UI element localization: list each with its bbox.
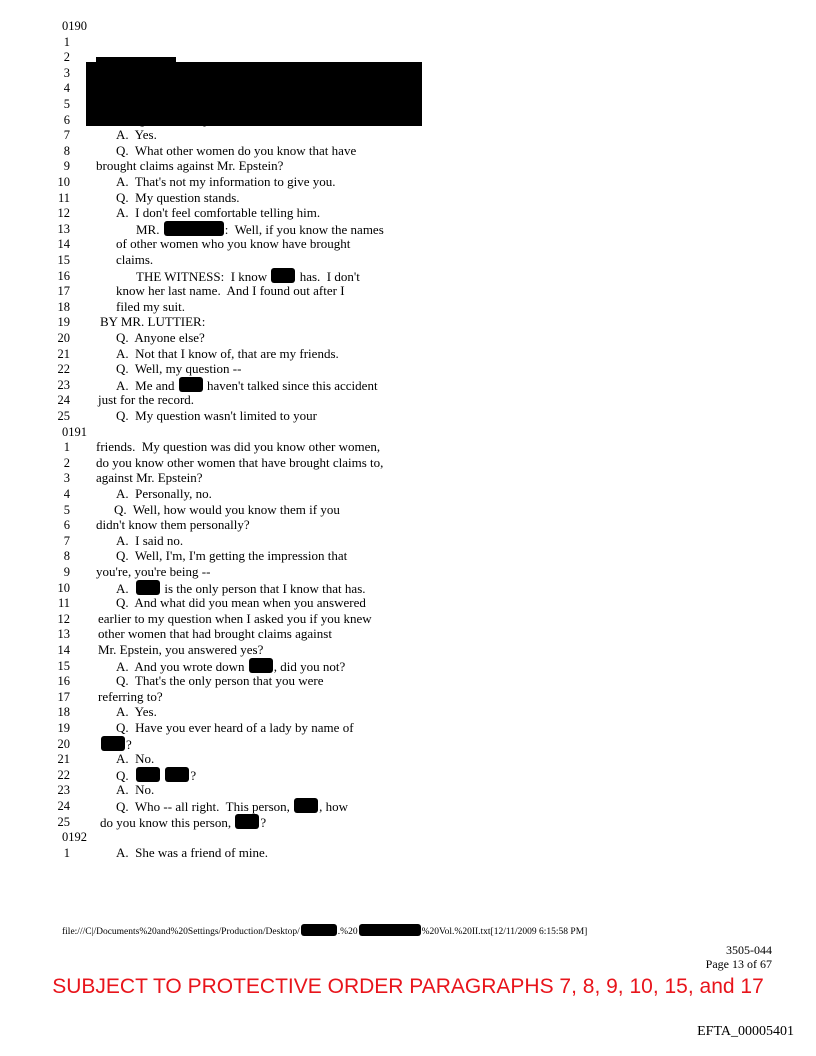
line-text-segment: A. Me and [116, 377, 178, 393]
line-text-segment: other women that had brought claims against [98, 626, 332, 642]
line-text-segment: against Mr. Epstein? [96, 470, 203, 486]
line-number: 20 [57, 736, 70, 751]
line-number: 3 [63, 471, 70, 486]
line-text [96, 455, 383, 471]
line-text [114, 502, 340, 518]
line-text-segment: A. That's not my information to give you. [116, 174, 336, 189]
line-text [116, 845, 268, 861]
line-text-segment: A. Yes. [116, 127, 157, 143]
line-text [116, 720, 354, 736]
line-text-segment: A. She was a friend of mine. [116, 844, 268, 860]
line-text-segment: MR. [136, 221, 163, 237]
line-text [116, 673, 324, 689]
line-number: 4 [63, 81, 70, 96]
line-text [116, 205, 320, 221]
line-text [96, 564, 210, 580]
line-text-segment: , how [319, 799, 349, 814]
page-number-text: 0191 [62, 424, 87, 439]
line-number: 10 [57, 175, 70, 189]
line-text [116, 767, 196, 784]
line-text [116, 346, 339, 362]
line-number: 10 [57, 580, 70, 595]
line-number: 6 [63, 518, 70, 533]
line-text-segment: ? [260, 814, 267, 830]
line-text-segment: do you know other women that have brought claims to, [96, 454, 384, 470]
line-number: 19 [57, 721, 70, 735]
line-text [116, 548, 347, 564]
redaction-bar [301, 924, 337, 936]
line-text [116, 580, 366, 597]
line-text [116, 236, 350, 252]
line-number: 25 [57, 409, 70, 423]
redaction-bar [136, 580, 160, 595]
line-number: 15 [57, 253, 70, 267]
line-text [116, 595, 366, 611]
line-text-segment [161, 768, 164, 783]
file-path-footer: file:///C|/Documents%20and%20Settings/Production/Desktop/ .%20 %20Vol.%20II.txt[12/11/2009 6:15:58 PM] [62, 924, 587, 938]
line-text-segment: didn't know them personally? [96, 517, 250, 533]
line-number: 1 [63, 34, 70, 49]
line-text-segment: filed my suit. [116, 298, 185, 314]
line-number: 1 [63, 845, 70, 860]
line-number: 8 [63, 143, 70, 158]
line-text [116, 143, 356, 159]
line-text-segment: friends. My question was did you know other women, [96, 439, 381, 455]
redaction-bar [165, 767, 189, 782]
line-number: 14 [57, 643, 70, 657]
line-text-segment: just for the record. [98, 392, 195, 408]
line-text [100, 314, 205, 330]
line-text [116, 782, 154, 798]
line-number: 24 [57, 393, 70, 408]
line-number: 13 [57, 221, 70, 236]
line-number: 6 [63, 112, 70, 127]
line-number: 22 [57, 767, 70, 782]
line-text [116, 174, 335, 190]
line-number: 2 [63, 455, 70, 470]
line-text-segment: Q. Have you ever heard of a lady by name of [116, 720, 354, 735]
line-text-segment: claims. [116, 252, 154, 267]
redaction-bar [294, 798, 318, 813]
redaction-bar [179, 377, 203, 392]
line-text [96, 470, 203, 486]
page-number-text: 0192 [62, 830, 87, 845]
protective-order-notice: SUBJECT TO PROTECTIVE ORDER PARAGRAPHS 7, 8, 9, 10, 15, and 17 [52, 975, 764, 998]
line-number: 23 [57, 377, 70, 392]
bates-number: EFTA_00005401 [697, 1024, 794, 1039]
line-number: 12 [57, 611, 70, 626]
line-text-segment: of other women who you know have brought [116, 236, 351, 252]
line-text [100, 814, 266, 831]
document-code: 3505-044 [726, 943, 772, 957]
line-text-segment: Q. Anyone else? [116, 330, 205, 345]
line-number: 13 [57, 627, 70, 642]
line-text [96, 158, 283, 174]
line-number: 7 [63, 533, 70, 548]
line-text [116, 486, 212, 502]
line-text [96, 439, 380, 455]
line-number: 1 [63, 440, 70, 455]
line-text-segment: Q. My question stands. [116, 189, 240, 205]
line-number: 23 [57, 783, 70, 798]
line-text-segment: Q. What other women do you know that have [116, 142, 357, 158]
line-text-segment: : Well, if you know the names [224, 221, 384, 237]
line-text [116, 533, 183, 549]
redaction-bar [359, 924, 421, 936]
line-text-segment: haven't talked since this accident [203, 377, 378, 393]
line-text [98, 392, 194, 408]
line-number: 17 [57, 284, 70, 299]
line-number: 22 [57, 362, 70, 377]
line-number: 25 [57, 814, 70, 829]
line-text [116, 798, 348, 815]
redaction-bar [271, 268, 295, 283]
line-text [116, 377, 378, 394]
line-text-segment: A. No. [116, 751, 155, 767]
line-text-segment: A. Yes. [116, 704, 157, 720]
line-text-segment: Q. Well, how would you know them if you [114, 501, 340, 517]
redaction-bar [235, 814, 259, 829]
line-text-segment: has. I don't [296, 268, 360, 284]
line-number: 5 [63, 502, 70, 517]
line-number: 2 [63, 50, 70, 65]
line-text [116, 283, 345, 299]
line-text-segment: Q. Well, I'm, I'm getting the impression that [116, 548, 348, 564]
line-text-segment: A. I said no. [116, 532, 184, 548]
line-text-segment: BY MR. LUTTIER: [100, 314, 206, 330]
line-text-segment: Q. Well, my question -- [116, 361, 242, 377]
line-text-segment: A. [116, 580, 136, 596]
line-number: 11 [57, 596, 70, 611]
line-number: 3 [63, 65, 70, 80]
line-number: 18 [57, 299, 70, 314]
line-text-segment: referring to? [98, 688, 163, 704]
line-number: 12 [57, 206, 70, 221]
line-text [100, 736, 132, 753]
line-text [116, 127, 157, 143]
line-text-segment: Q. [116, 767, 136, 783]
line-text-segment: A. No. [116, 782, 155, 798]
redaction-block [86, 62, 422, 126]
line-number: 7 [63, 128, 70, 143]
line-text [98, 689, 163, 705]
line-number: 16 [57, 268, 70, 283]
line-text [96, 517, 250, 533]
redaction-bar [136, 767, 160, 782]
redaction-bar [249, 658, 273, 673]
line-number: 18 [57, 705, 70, 720]
redaction-bar [101, 736, 125, 751]
line-number: 24 [57, 799, 70, 813]
line-text-segment: Q. And what did you mean when you answered [116, 595, 366, 611]
line-number: 19 [57, 315, 70, 330]
line-text-segment: THE WITNESS: I know [136, 268, 271, 284]
line-text [98, 642, 263, 658]
redaction-block-tab [96, 57, 176, 63]
line-text-segment: Q. Who -- all right. This person, [116, 799, 294, 814]
line-number: 9 [63, 159, 70, 174]
line-number: 14 [57, 237, 70, 252]
line-text [116, 751, 154, 767]
line-text [116, 299, 185, 315]
line-text [98, 611, 372, 627]
line-text-segment: A. Not that I know of, that are my friends. [116, 345, 339, 361]
line-number: 15 [57, 658, 70, 673]
line-text [116, 252, 153, 268]
redaction-bar [164, 221, 224, 236]
line-text-segment: do you know this person, [100, 814, 235, 830]
line-number: 4 [63, 487, 70, 501]
line-number: 9 [63, 565, 70, 579]
line-text-segment: , did you not? [273, 658, 346, 674]
line-number: 11 [57, 190, 70, 205]
line-text [116, 658, 345, 675]
line-text [98, 626, 332, 642]
line-number: 5 [63, 97, 70, 111]
line-text [116, 408, 317, 424]
line-text-segment: Q. My question wasn't limited to your [116, 408, 317, 423]
line-text-segment: A. Personally, no. [116, 486, 212, 501]
line-text-segment: brought claims against Mr. Epstein? [96, 158, 284, 174]
line-number: 21 [57, 346, 70, 361]
line-number: 16 [57, 674, 70, 689]
line-text [116, 330, 205, 346]
line-text-segment: Mr. Epstein, you answered yes? [98, 642, 264, 657]
line-text-segment: know her last name. And I found out after I [116, 283, 345, 299]
line-text [136, 268, 360, 285]
line-text-segment: you're, you're being -- [96, 564, 211, 579]
line-text-segment: ? [190, 767, 197, 783]
line-text-segment: Q. That's the only person that you were [116, 673, 324, 689]
line-number: 20 [57, 331, 70, 345]
page-count: Page 13 of 67 [705, 957, 772, 971]
page-number-text: 0190 [62, 19, 87, 33]
line-number: 17 [57, 689, 70, 704]
line-text [116, 704, 157, 720]
line-text [116, 190, 240, 206]
line-text [136, 221, 384, 238]
line-number: 8 [63, 549, 70, 564]
line-text-segment: earlier to my question when I asked you if you knew [98, 610, 372, 626]
line-text-segment: ? [126, 736, 132, 752]
line-text-segment: is the only person that I know that has. [161, 580, 366, 596]
line-text [116, 361, 241, 377]
line-text-segment: A. And you wrote down [116, 658, 248, 674]
line-number: 21 [57, 752, 70, 767]
line-text-segment: A. I don't feel comfortable telling him. [116, 205, 321, 221]
